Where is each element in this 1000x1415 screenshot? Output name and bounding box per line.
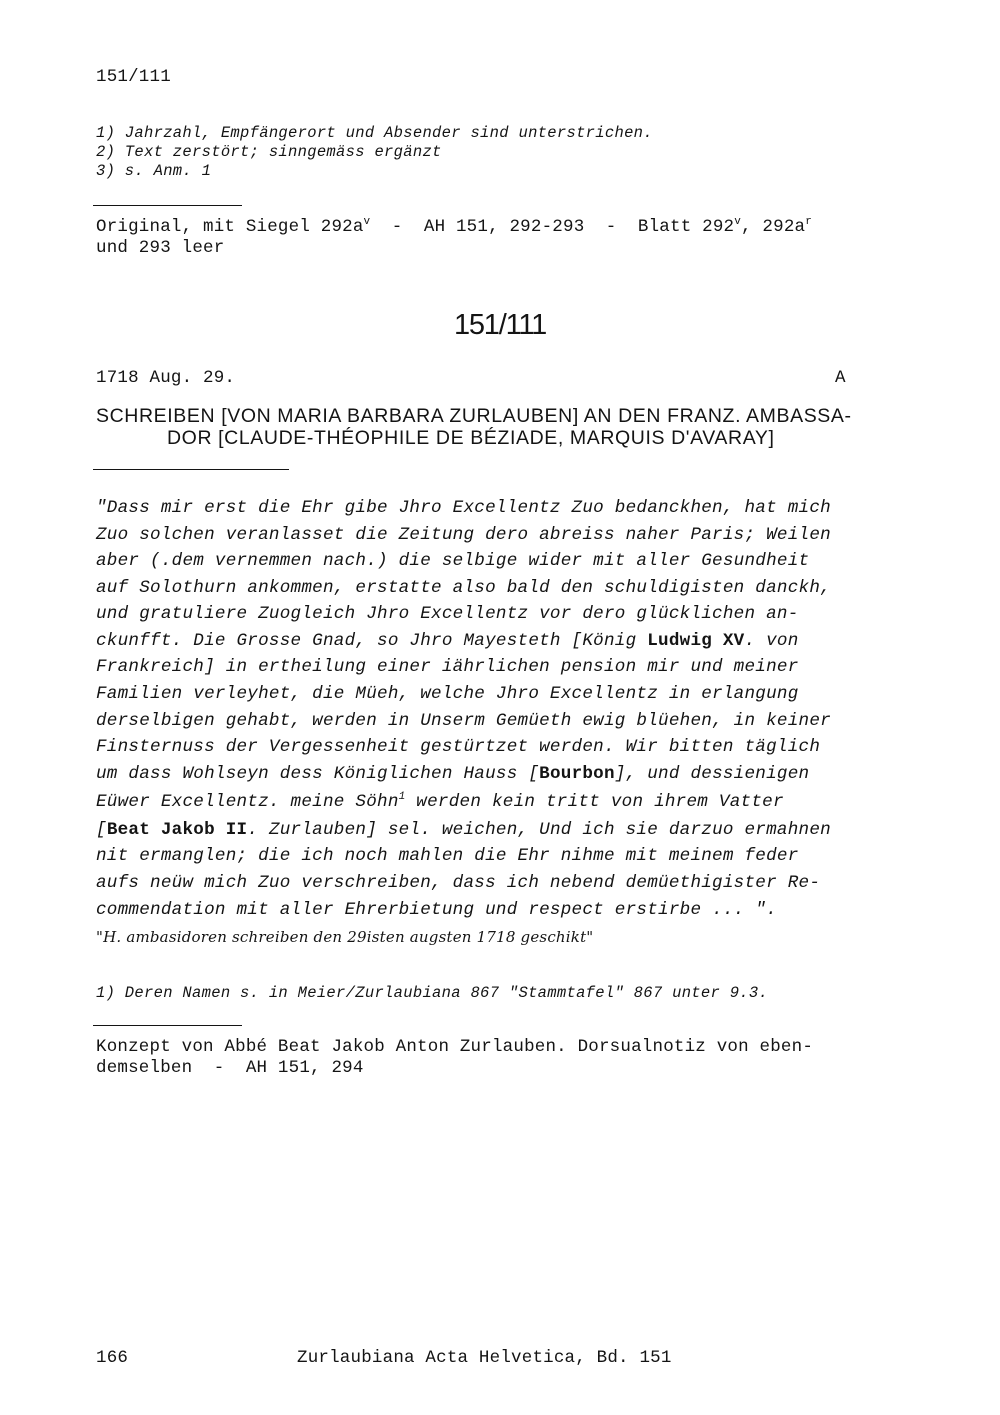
person-name: Beat Jakob II (106, 820, 248, 840)
document-type-letter: A (835, 368, 846, 388)
footnote-divider (93, 1025, 242, 1026)
dorsal-endorsement: "H. ambasidoren schreiben den 29isten augsten 1718 geschikt" (96, 928, 594, 946)
previous-source-line: Original, mit Siegel $292a^v$ - AH 151, 292-293 - Blatt 292$^v$, $292a^r$ (96, 216, 813, 237)
title-divider (93, 469, 289, 470)
house-name: Bourbon (539, 764, 615, 784)
letter-line: nit ermanglen; die ich noch mahlen die Ehr nihme mit meinem feder (96, 846, 799, 866)
footnote-line: 1) Deren Namen s. in Meier/Zurlaubiana 867 "Stammtafel" 867 unter 9.3. (96, 984, 769, 1002)
previous-source-line: und 293 leer (96, 238, 225, 258)
letter-line: und gratuliere Zuogleich Jhro Excellentz vor dero glücklichen an- (96, 604, 799, 624)
footnote-line: 3) s. Anm. 1 (96, 162, 212, 180)
letter-line: Familien verleyhet, die Müeh, welche Jhro Excellentz in erlangung (96, 684, 799, 704)
letter-line: Eüwer Excellentz. meine Söhn$^1$ werden kein tritt von ihrem Vatter (96, 791, 784, 812)
letter-line: aufs neüw mich Zuo verschreiben, dass ich nebend demüethigister Re- (96, 873, 821, 893)
letter-line: "Dass mir erst die Ehr gibe Jhro Excellentz Zuo bedanckhen, hat mich (96, 498, 831, 518)
series-title: Zurlaubiana Acta Helvetica, Bd. 151 (297, 1348, 672, 1368)
person-name: Ludwig XV (647, 631, 745, 651)
letter-line: Zuo solchen veranlasset die Zeitung dero abreiss naher Paris; Weilen (96, 525, 831, 545)
page-number: 166 (96, 1348, 129, 1368)
letter-line: Finsternuss der Vergessenheit gestürtzet werden. Wir bitten täglich (96, 737, 821, 757)
footnote-divider (93, 205, 242, 206)
letter-line: commendation mit aller Ehrerbietung und respect erstirbe ... ". (96, 900, 777, 920)
source-line: demselben - AH 151, 294 (96, 1058, 364, 1078)
letter-line: auf Solothurn ankommen, erstatte also bald den schuldigisten danckh, (96, 578, 831, 598)
letter-line: derselbigen gehabt, werden in Unserm Gemüeth ewig blüehen, in keiner (96, 711, 831, 731)
document-title-line: DOR [CLAUDE-THÉOPHILE DE BÉZIADE, MARQUIS D'AVARAY] (167, 427, 775, 449)
document-number: 151/111 (453, 309, 547, 341)
letter-line: aber (.dem vernemmen nach.) die selbige wider mit aller Gesundheit (96, 551, 810, 571)
footnote-line: 1) Jahrzahl, Empfängerort und Absender sind unterstrichen. (96, 124, 653, 142)
letter-line: ckunfft. Die Grosse Gnad, so Jhro Mayesteth [König Ludwig XV. von (96, 631, 799, 651)
source-line: Konzept von Abbé Beat Jakob Anton Zurlauben. Dorsualnotiz von eben- (96, 1037, 814, 1057)
running-head: 151/111 (96, 67, 171, 87)
document-title-line: SCHREIBEN [VON MARIA BARBARA ZURLAUBEN] AN DEN FRANZ. AMBASSA- (96, 405, 852, 427)
document-date: 1718 Aug. 29. (96, 368, 236, 388)
letter-line: Frankreich] in ertheilung einer iährlichen pension mir und meiner (96, 657, 799, 677)
letter-line: um dass Wohlseyn dess Königlichen Hauss [Bourbon], und dessienigen (96, 764, 810, 784)
footnote-marker: 1 (398, 791, 406, 804)
letter-line: [Beat Jakob II. Zurlauben] sel. weichen, Und ich sie darzuo ermahnen (96, 820, 831, 840)
footnote-line: 2) Text zerstört; sinngemäss ergänzt (96, 143, 442, 161)
